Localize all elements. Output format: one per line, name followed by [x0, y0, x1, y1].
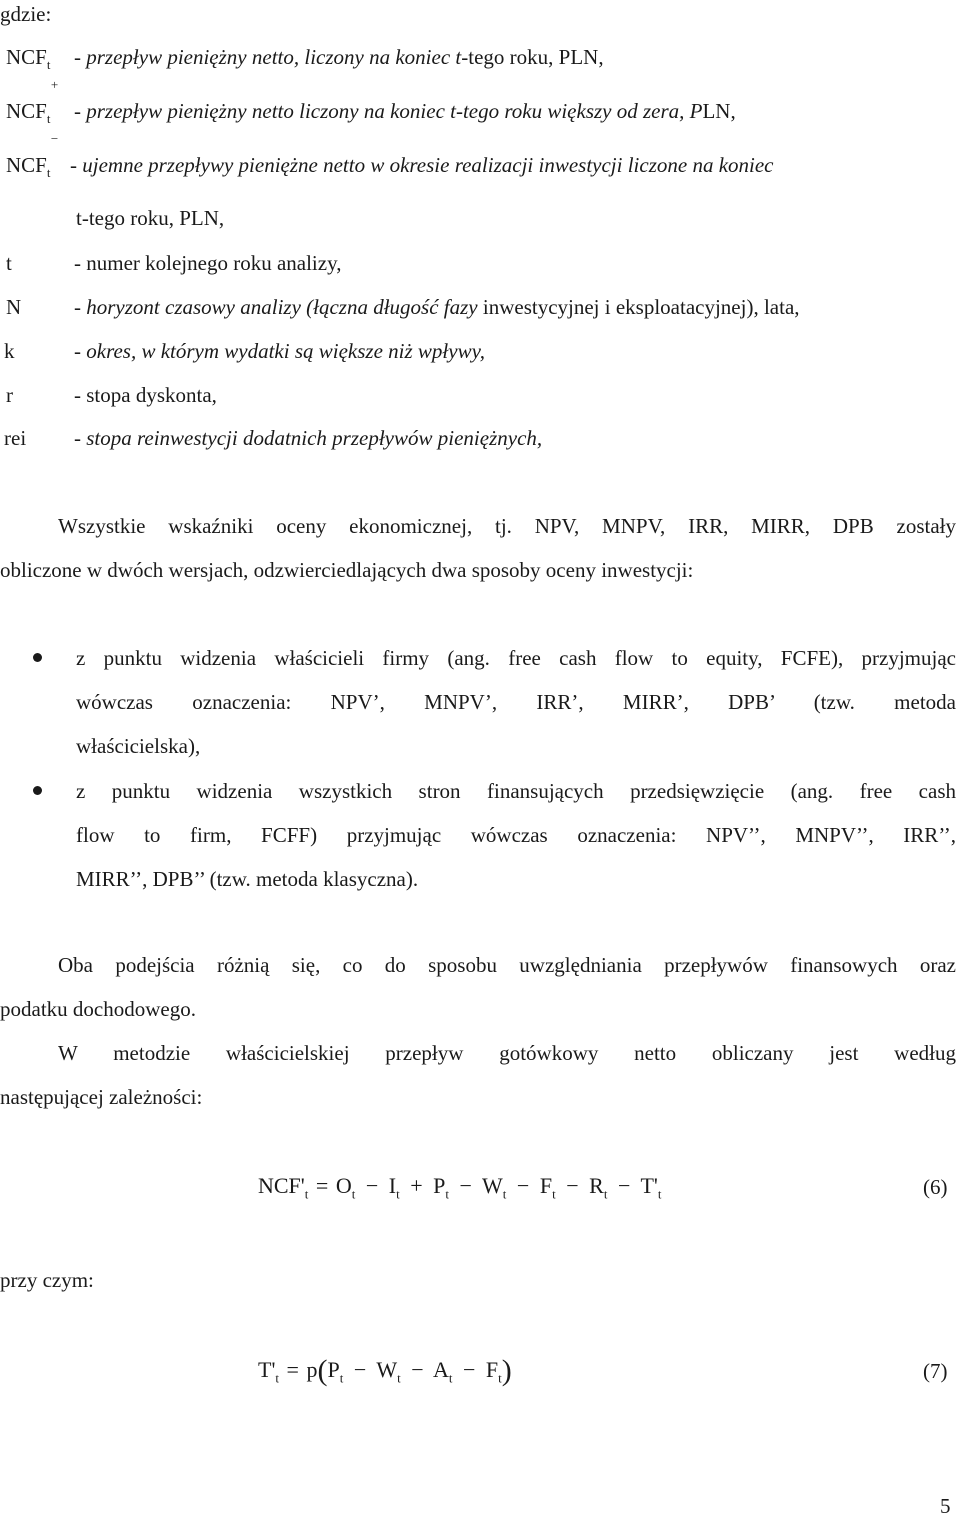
paragraph-line: podatku dochodowego.: [0, 997, 196, 1021]
list-item-line: z punktu widzenia wszystkich stron finansujących przedsięwzięcie (ang. free cash: [76, 779, 956, 803]
legend-description: - ujemne przepływy pieniężne netto w okresie realizacji inwestycji liczone na koniec: [70, 153, 774, 177]
legend-description: t-tego roku, PLN,: [76, 206, 225, 230]
bullet-dot: [33, 786, 42, 795]
legend-symbol: $NCF_t$ +: [6, 77, 59, 127]
list-item-line: właścicielska),: [76, 734, 201, 758]
equation-formula: $NCF'_t = O_t - I_t + P_t - W_t - F_t - R_t - T'_t$: [258, 1173, 662, 1202]
legend-symbol: $NCF_t$ −: [6, 131, 59, 181]
bullet-dot: [33, 653, 42, 662]
legend-symbol: t: [6, 251, 12, 275]
equation-number: (7): [923, 1359, 948, 1383]
paragraph-line: następującej zależności:: [0, 1085, 203, 1109]
list-item-line: MIRR’’, DPB’’ (tzw. metoda klasyczna).: [76, 867, 419, 891]
legend-description: - horyzont czasowy analizy (łączna długość fazy inwestycyjnej i eksploatacyjnej), lata,: [74, 295, 800, 319]
legend-symbol: N: [6, 295, 22, 319]
equation-formula: $T'_t = p(P_t - W_t - A_t - F_t)$: [258, 1354, 512, 1387]
legend-description: - okres, w którym wydatki są większe niż wpływy,: [74, 339, 485, 363]
legend-symbol: $NCF_t$: [6, 45, 51, 73]
paragraph-line: Oba podejścia różnią się, co do sposobu uwzględniania przepływów finansowych oraz: [58, 953, 956, 977]
paragraph-line: obliczone w dwóch wersjach, odzwierciedlających dwa sposoby oceny inwestycji:: [0, 558, 694, 582]
section-label: przy czym:: [0, 1268, 94, 1292]
list-item-line: wówczas oznaczenia: NPV’, MNPV’, IRR’, MIRR’, DPB’ (tzw. metoda: [76, 690, 956, 714]
paragraph-line: Wszystkie wskaźniki oceny ekonomicznej, tj. NPV, MNPV, IRR, MIRR, DPB zostały: [58, 514, 956, 538]
legend-symbol: k: [4, 339, 15, 363]
legend-description: - przepływ pieniężny netto, liczony na koniec t-tego roku, PLN,: [74, 45, 604, 69]
intro-label: gdzie:: [0, 2, 52, 26]
list-item-line: z punktu widzenia właścicieli firmy (ang. free cash flow to equity, FCFE), przyjmując: [76, 646, 956, 670]
legend-description: - numer kolejnego roku analizy,: [74, 251, 342, 275]
equation-number: (6): [923, 1175, 948, 1199]
legend-symbol: rei: [4, 426, 27, 450]
list-item-line: flow to firm, FCFF) przyjmując wówczas oznaczenia: NPV’’, MNPV’’, IRR’’,: [76, 823, 956, 847]
page-number: 5: [940, 1494, 951, 1518]
paragraph-line: W metodzie właścicielskiej przepływ gotówkowy netto obliczany jest według: [58, 1041, 956, 1065]
legend-description: - stopa reinwestycji dodatnich przepływów pieniężnych,: [74, 426, 543, 450]
legend-symbol: r: [6, 383, 13, 407]
legend-description: - przepływ pieniężny netto liczony na koniec t-tego roku większy od zera, PLN,: [74, 99, 736, 123]
legend-description: - stopa dyskonta,: [74, 383, 217, 407]
